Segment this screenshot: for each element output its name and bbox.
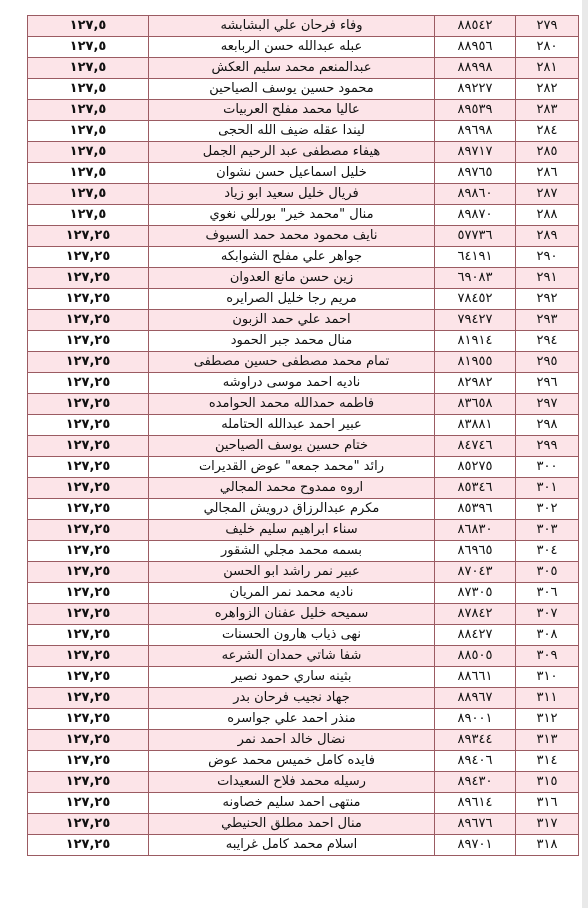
candidate-name: اسلام محمد كامل غرايبه bbox=[149, 835, 435, 856]
candidate-id: ٨٦٩٦٥ bbox=[435, 541, 516, 562]
candidate-name: نضال خالد احمد نمر bbox=[149, 730, 435, 751]
candidate-id: ٨٤٧٤٦ bbox=[435, 436, 516, 457]
candidate-score: ١٢٧,٢٥ bbox=[28, 562, 149, 583]
table-row bbox=[28, 373, 579, 394]
candidate-id: ٨٨٤٢٧ bbox=[435, 625, 516, 646]
candidate-id: ٨٥٢٧٥ bbox=[435, 457, 516, 478]
candidate-id: ٨٩٤٣٠ bbox=[435, 772, 516, 793]
candidate-name: سناء ابراهيم سليم خليف bbox=[149, 520, 435, 541]
candidate-score: ١٢٧,٥ bbox=[28, 205, 149, 226]
table-row bbox=[28, 58, 579, 79]
candidate-id: ٨٨٩٩٨ bbox=[435, 58, 516, 79]
table-row bbox=[28, 478, 579, 499]
candidate-id: ٨٩٣٤٤ bbox=[435, 730, 516, 751]
candidate-score: ١٢٧,٢٥ bbox=[28, 814, 149, 835]
candidate-name: منال "محمد خير" بورللي نغوي bbox=[149, 205, 435, 226]
row-number: ٣٠١ bbox=[516, 478, 579, 499]
candidate-id: ٨٨٦٦١ bbox=[435, 667, 516, 688]
candidate-name: ختام حسين يوسف الصياحين bbox=[149, 436, 435, 457]
table-row bbox=[28, 268, 579, 289]
candidate-id: ٨٩٧٦٥ bbox=[435, 163, 516, 184]
row-number: ٢٩٩ bbox=[516, 436, 579, 457]
candidate-score: ١٢٧,٢٥ bbox=[28, 289, 149, 310]
candidate-score: ١٢٧,٥ bbox=[28, 163, 149, 184]
candidate-score: ١٢٧,٢٥ bbox=[28, 625, 149, 646]
candidate-name: ناديه محمد نمر المريان bbox=[149, 583, 435, 604]
row-number: ٣١٦ bbox=[516, 793, 579, 814]
row-number: ٣٠٦ bbox=[516, 583, 579, 604]
candidate-name: خليل اسماعيل حسن نشوان bbox=[149, 163, 435, 184]
table-row bbox=[28, 814, 579, 835]
candidate-score: ١٢٧,٢٥ bbox=[28, 646, 149, 667]
row-number: ٢٨١ bbox=[516, 58, 579, 79]
row-number: ٢٩٠ bbox=[516, 247, 579, 268]
candidate-id: ٨٧٨٤٢ bbox=[435, 604, 516, 625]
table-row bbox=[28, 583, 579, 604]
row-number: ٣١١ bbox=[516, 688, 579, 709]
table-row bbox=[28, 205, 579, 226]
table-row bbox=[28, 37, 579, 58]
row-number: ٢٨٢ bbox=[516, 79, 579, 100]
candidate-id: ٨٩٢٢٧ bbox=[435, 79, 516, 100]
candidate-score: ١٢٧,٢٥ bbox=[28, 709, 149, 730]
candidate-name: عبدالمنعم محمد سليم العكش bbox=[149, 58, 435, 79]
candidate-id: ٥٧٧٣٦ bbox=[435, 226, 516, 247]
candidate-name: عاليا محمد مفلح العربيات bbox=[149, 100, 435, 121]
candidate-name: ناديه احمد موسى دراوشه bbox=[149, 373, 435, 394]
candidate-id: ٦٤١٩١ bbox=[435, 247, 516, 268]
table-row bbox=[28, 667, 579, 688]
candidate-score: ١٢٧,٢٥ bbox=[28, 730, 149, 751]
row-number: ٢٧٩ bbox=[516, 16, 579, 37]
candidate-score: ١٢٧,٢٥ bbox=[28, 604, 149, 625]
candidate-id: ٨٧٣٠٥ bbox=[435, 583, 516, 604]
row-number: ٢٨٠ bbox=[516, 37, 579, 58]
row-number: ٣١٧ bbox=[516, 814, 579, 835]
row-number: ٣١٣ bbox=[516, 730, 579, 751]
candidate-id: ٨٣٨٨١ bbox=[435, 415, 516, 436]
candidate-name: محمود حسين يوسف الصياحين bbox=[149, 79, 435, 100]
candidate-name: زين حسن مانع العدوان bbox=[149, 268, 435, 289]
candidate-name: مريم رجا خليل الصرايره bbox=[149, 289, 435, 310]
candidate-name: عبله عبدالله حسن الربابعه bbox=[149, 37, 435, 58]
candidate-id: ٨٨٩٥٦ bbox=[435, 37, 516, 58]
candidate-score: ١٢٧,٢٥ bbox=[28, 772, 149, 793]
candidate-name: رائد "محمد جمعه" عوض القديرات bbox=[149, 457, 435, 478]
candidate-id: ٨٩٦١٤ bbox=[435, 793, 516, 814]
candidate-score: ١٢٧,٢٥ bbox=[28, 436, 149, 457]
candidate-score: ١٢٧,٢٥ bbox=[28, 499, 149, 520]
candidate-name: مكرم عبدالرزاق درويش المجالي bbox=[149, 499, 435, 520]
row-number: ٢٩٥ bbox=[516, 352, 579, 373]
row-number: ٢٩٤ bbox=[516, 331, 579, 352]
row-number: ٣٠٢ bbox=[516, 499, 579, 520]
row-number: ٢٨٧ bbox=[516, 184, 579, 205]
table-row bbox=[28, 772, 579, 793]
table-row bbox=[28, 835, 579, 856]
candidate-id: ٨٢٩٨٢ bbox=[435, 373, 516, 394]
candidate-id: ٦٩٠٨٣ bbox=[435, 268, 516, 289]
row-number: ٢٨٩ bbox=[516, 226, 579, 247]
row-number: ٣٠٥ bbox=[516, 562, 579, 583]
candidate-name: منال احمد مطلق الحنيطي bbox=[149, 814, 435, 835]
table-row bbox=[28, 331, 579, 352]
results-table-body bbox=[28, 16, 579, 856]
candidate-id: ٨٩٧١٧ bbox=[435, 142, 516, 163]
candidate-id: ٨١٩٥٥ bbox=[435, 352, 516, 373]
candidate-score: ١٢٧,٢٥ bbox=[28, 310, 149, 331]
candidate-score: ١٢٧,٢٥ bbox=[28, 415, 149, 436]
candidate-id: ٨٩٠٠١ bbox=[435, 709, 516, 730]
candidate-name: نايف محمود محمد حمد السيوف bbox=[149, 226, 435, 247]
table-row bbox=[28, 79, 579, 100]
row-number: ٢٩٣ bbox=[516, 310, 579, 331]
candidate-id: ٨٥٣٩٦ bbox=[435, 499, 516, 520]
candidate-name: ليندا عقله ضيف الله الحجى bbox=[149, 121, 435, 142]
candidate-score: ١٢٧,٢٥ bbox=[28, 352, 149, 373]
candidate-id: ٨٥٣٤٦ bbox=[435, 478, 516, 499]
candidate-name: فايده كامل خميس محمد عوض bbox=[149, 751, 435, 772]
table-row bbox=[28, 247, 579, 268]
table-row bbox=[28, 415, 579, 436]
row-number: ٣٠٨ bbox=[516, 625, 579, 646]
candidate-score: ١٢٧,٢٥ bbox=[28, 835, 149, 856]
candidate-name: بثينه ساري حمود نصير bbox=[149, 667, 435, 688]
candidate-score: ١٢٧,٥ bbox=[28, 142, 149, 163]
row-number: ٢٩١ bbox=[516, 268, 579, 289]
table-row bbox=[28, 793, 579, 814]
page-edge bbox=[582, 0, 588, 908]
table-row bbox=[28, 163, 579, 184]
candidate-name: سميحه خليل عفنان الزواهره bbox=[149, 604, 435, 625]
candidate-score: ١٢٧,٢٥ bbox=[28, 688, 149, 709]
candidate-name: منذر احمد علي جواسره bbox=[149, 709, 435, 730]
candidate-name: عبير احمد عبدالله الحتامله bbox=[149, 415, 435, 436]
table-row bbox=[28, 499, 579, 520]
candidate-name: منال محمد جبر الحمود bbox=[149, 331, 435, 352]
candidate-score: ١٢٧,٢٥ bbox=[28, 226, 149, 247]
candidate-score: ١٢٧,٢٥ bbox=[28, 457, 149, 478]
row-number: ٢٨٣ bbox=[516, 100, 579, 121]
table-row bbox=[28, 310, 579, 331]
candidate-id: ٨٨٩٦٧ bbox=[435, 688, 516, 709]
table-row bbox=[28, 520, 579, 541]
candidate-id: ٨٧٠٤٣ bbox=[435, 562, 516, 583]
candidate-name: اروه ممدوح محمد المجالي bbox=[149, 478, 435, 499]
candidate-score: ١٢٧,٥ bbox=[28, 16, 149, 37]
table-row bbox=[28, 142, 579, 163]
table-row bbox=[28, 184, 579, 205]
candidate-name: عبير نمر راشد ابو الحسن bbox=[149, 562, 435, 583]
results-table bbox=[27, 15, 579, 856]
candidate-score: ١٢٧,٢٥ bbox=[28, 331, 149, 352]
row-number: ٣١٨ bbox=[516, 835, 579, 856]
candidate-score: ١٢٧,٢٥ bbox=[28, 520, 149, 541]
row-number: ٢٨٤ bbox=[516, 121, 579, 142]
table-row bbox=[28, 604, 579, 625]
candidate-score: ١٢٧,٢٥ bbox=[28, 394, 149, 415]
row-number: ٣١٠ bbox=[516, 667, 579, 688]
candidate-name: تمام محمد مصطفى حسين مصطفى bbox=[149, 352, 435, 373]
candidate-id: ٨٩٨٦٠ bbox=[435, 184, 516, 205]
table-row bbox=[28, 352, 579, 373]
candidate-score: ١٢٧,٥ bbox=[28, 121, 149, 142]
row-number: ٣١٢ bbox=[516, 709, 579, 730]
table-row bbox=[28, 646, 579, 667]
candidate-score: ١٢٧,٢٥ bbox=[28, 667, 149, 688]
candidate-name: شفا شاتي حمدان الشرعه bbox=[149, 646, 435, 667]
row-number: ٣٠٣ bbox=[516, 520, 579, 541]
candidate-score: ١٢٧,٢٥ bbox=[28, 478, 149, 499]
table-row bbox=[28, 688, 579, 709]
candidate-score: ١٢٧,٢٥ bbox=[28, 541, 149, 562]
candidate-name: رسيله محمد فلاح السعيدات bbox=[149, 772, 435, 793]
row-number: ٣٠٧ bbox=[516, 604, 579, 625]
table-row bbox=[28, 289, 579, 310]
candidate-id: ٧٨٤٥٢ bbox=[435, 289, 516, 310]
candidate-id: ٨٨٥٤٢ bbox=[435, 16, 516, 37]
table-row bbox=[28, 121, 579, 142]
table-row bbox=[28, 100, 579, 121]
row-number: ٢٩٦ bbox=[516, 373, 579, 394]
candidate-name: جهاد نجيب فرحان بدر bbox=[149, 688, 435, 709]
candidate-score: ١٢٧,٥ bbox=[28, 100, 149, 121]
table-row bbox=[28, 436, 579, 457]
candidate-score: ١٢٧,٢٥ bbox=[28, 268, 149, 289]
row-number: ٢٨٦ bbox=[516, 163, 579, 184]
row-number: ٣١٥ bbox=[516, 772, 579, 793]
candidate-id: ٨٩٤٠٦ bbox=[435, 751, 516, 772]
candidate-score: ١٢٧,٥ bbox=[28, 79, 149, 100]
candidate-id: ٨٩٦٩٨ bbox=[435, 121, 516, 142]
row-number: ٢٩٧ bbox=[516, 394, 579, 415]
candidate-name: هيفاء مصطفى عبد الرحيم الجمل bbox=[149, 142, 435, 163]
candidate-name: احمد علي حمد الزبون bbox=[149, 310, 435, 331]
row-number: ٣٠٤ bbox=[516, 541, 579, 562]
candidate-id: ٨٩٨٧٠ bbox=[435, 205, 516, 226]
candidate-name: منتهى احمد سليم خصاونه bbox=[149, 793, 435, 814]
candidate-score: ١٢٧,٥ bbox=[28, 37, 149, 58]
candidate-score: ١٢٧,٢٥ bbox=[28, 793, 149, 814]
row-number: ٢٨٨ bbox=[516, 205, 579, 226]
candidate-score: ١٢٧,٥ bbox=[28, 184, 149, 205]
row-number: ٢٩٢ bbox=[516, 289, 579, 310]
table-row bbox=[28, 625, 579, 646]
candidate-name: وفاء فرحان علي البشابشه bbox=[149, 16, 435, 37]
table-row bbox=[28, 730, 579, 751]
candidate-name: نهى ذياب هارون الحسنات bbox=[149, 625, 435, 646]
candidate-id: ٨٦٨٣٠ bbox=[435, 520, 516, 541]
candidate-score: ١٢٧,٢٥ bbox=[28, 751, 149, 772]
table-row bbox=[28, 709, 579, 730]
table-row bbox=[28, 16, 579, 37]
candidate-id: ٨٩٥٣٩ bbox=[435, 100, 516, 121]
table-row bbox=[28, 541, 579, 562]
table-row bbox=[28, 457, 579, 478]
row-number: ٣١٤ bbox=[516, 751, 579, 772]
candidate-name: فريال خليل سعيد ابو زياد bbox=[149, 184, 435, 205]
row-number: ٢٨٥ bbox=[516, 142, 579, 163]
candidate-id: ٨٩٦٧٦ bbox=[435, 814, 516, 835]
row-number: ٢٩٨ bbox=[516, 415, 579, 436]
candidate-score: ١٢٧,٥ bbox=[28, 58, 149, 79]
candidate-id: ٨١٩١٤ bbox=[435, 331, 516, 352]
row-number: ٣٠٩ bbox=[516, 646, 579, 667]
table-row bbox=[28, 562, 579, 583]
candidate-name: فاطمه حمدالله محمد الحوامده bbox=[149, 394, 435, 415]
candidate-score: ١٢٧,٢٥ bbox=[28, 583, 149, 604]
candidate-score: ١٢٧,٢٥ bbox=[28, 247, 149, 268]
row-number: ٣٠٠ bbox=[516, 457, 579, 478]
candidate-name: جواهر علي مفلح الشوابكه bbox=[149, 247, 435, 268]
table-row bbox=[28, 394, 579, 415]
candidate-id: ٨٣٦٥٨ bbox=[435, 394, 516, 415]
table-row bbox=[28, 226, 579, 247]
candidate-id: ٧٩٤٢٧ bbox=[435, 310, 516, 331]
table-row bbox=[28, 751, 579, 772]
candidate-score: ١٢٧,٢٥ bbox=[28, 373, 149, 394]
candidate-id: ٨٨٥٠٥ bbox=[435, 646, 516, 667]
candidate-name: بسمه محمد مجلي الشقور bbox=[149, 541, 435, 562]
candidate-id: ٨٩٧٠١ bbox=[435, 835, 516, 856]
